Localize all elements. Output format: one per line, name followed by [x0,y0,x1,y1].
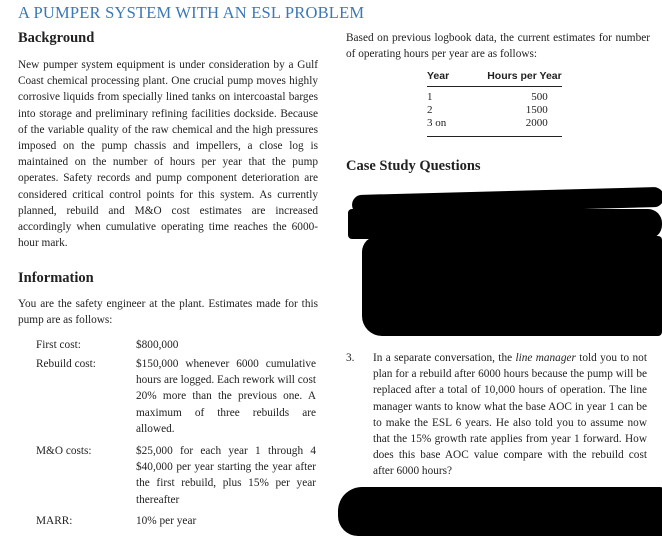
mo-costs-label: M&O costs: [36,445,92,457]
year-cell: 2 [427,104,433,116]
rebuild-cost-label: Rebuild cost: [36,358,96,370]
page-title: A PUMPER SYSTEM WITH AN ESL PROBLEM [18,3,365,22]
table-row [427,117,562,137]
table-row [427,104,562,117]
question-text-part: In a separate conversation, the [373,352,516,364]
year-cell: 3 on [427,117,449,137]
question-text-part: told you to not plan for a rebuild after 6000 hours because the pump will be replaced after a total of 10,000 hours of operation. The line manager wants to know what the base AOC in year 1 can be to make the ESL 6 years. He also told you to assume now that the 15% growth rate applies from year 1 forward. How does this base AOC value compare with the rebuild cost after 6000 hours? [373,352,647,478]
hours-column-header: Hours per Year [449,70,562,87]
hours-table [427,70,562,137]
hours-cell: 500 [531,91,548,103]
background-text: New pumper system equipment is under consideration by a Gulf Coast chemical processing plant. One crucial pump moves highly corrosive liquids from specially lined tanks on intercoastal barges into storage and preliminary refining facilities dockside. Because of the variable quality of the raw chemical and the high pressures imposed on the pump chassis and impellers, a close log is maintained on the number of hours per year that the pump operates. Safety records and pump component deterioration are considered critical control points for this system. As currently planned, rebuild and M&O cost estimates are increased accordingly when cumulative operating time reaches the 6000-hour mark. [18,59,318,250]
question-text [373,350,647,480]
background-section [18,30,318,251]
mo-costs-value: $25,000 for each year 1 through 4 $40,000 per year starting the year after the first rebuild, plus 15% per year thereafter [136,445,316,506]
redaction-mark [362,236,662,336]
emphasis-text: line manager [515,352,576,364]
hours-cell: 2000 [449,117,562,137]
marr-label: MARR: [36,515,73,527]
information-intro: You are the safety engineer at the plant. Estimates made for this pump are as follows: [18,298,318,327]
year-column-header: Year [427,70,449,87]
case-study-heading: Case Study Questions [346,158,481,174]
background-heading: Background [18,30,95,46]
question-number: 3. [346,352,355,364]
hours-cell: 1500 [525,104,548,116]
logbook-text: Based on previous logbook data, the current estimates for number of operating hours per year are as follows: [346,32,650,61]
first-cost-value: $800,000 [136,339,179,351]
year-cell: 1 [427,91,433,103]
information-heading: Information [18,270,94,286]
rebuild-cost-value: $150,000 whenever 6000 cumulative hours are logged. Each rework will cost 20% more than the previous one. A maximum of three rebuilds are allowed. [136,358,316,435]
table-row [427,87,562,105]
marr-value: 10% per year [136,515,197,527]
redaction-mark [348,209,662,239]
redaction-mark [338,487,662,536]
hours-table-header [427,70,562,87]
first-cost-label: First cost: [36,339,81,351]
logbook-section [346,30,650,62]
